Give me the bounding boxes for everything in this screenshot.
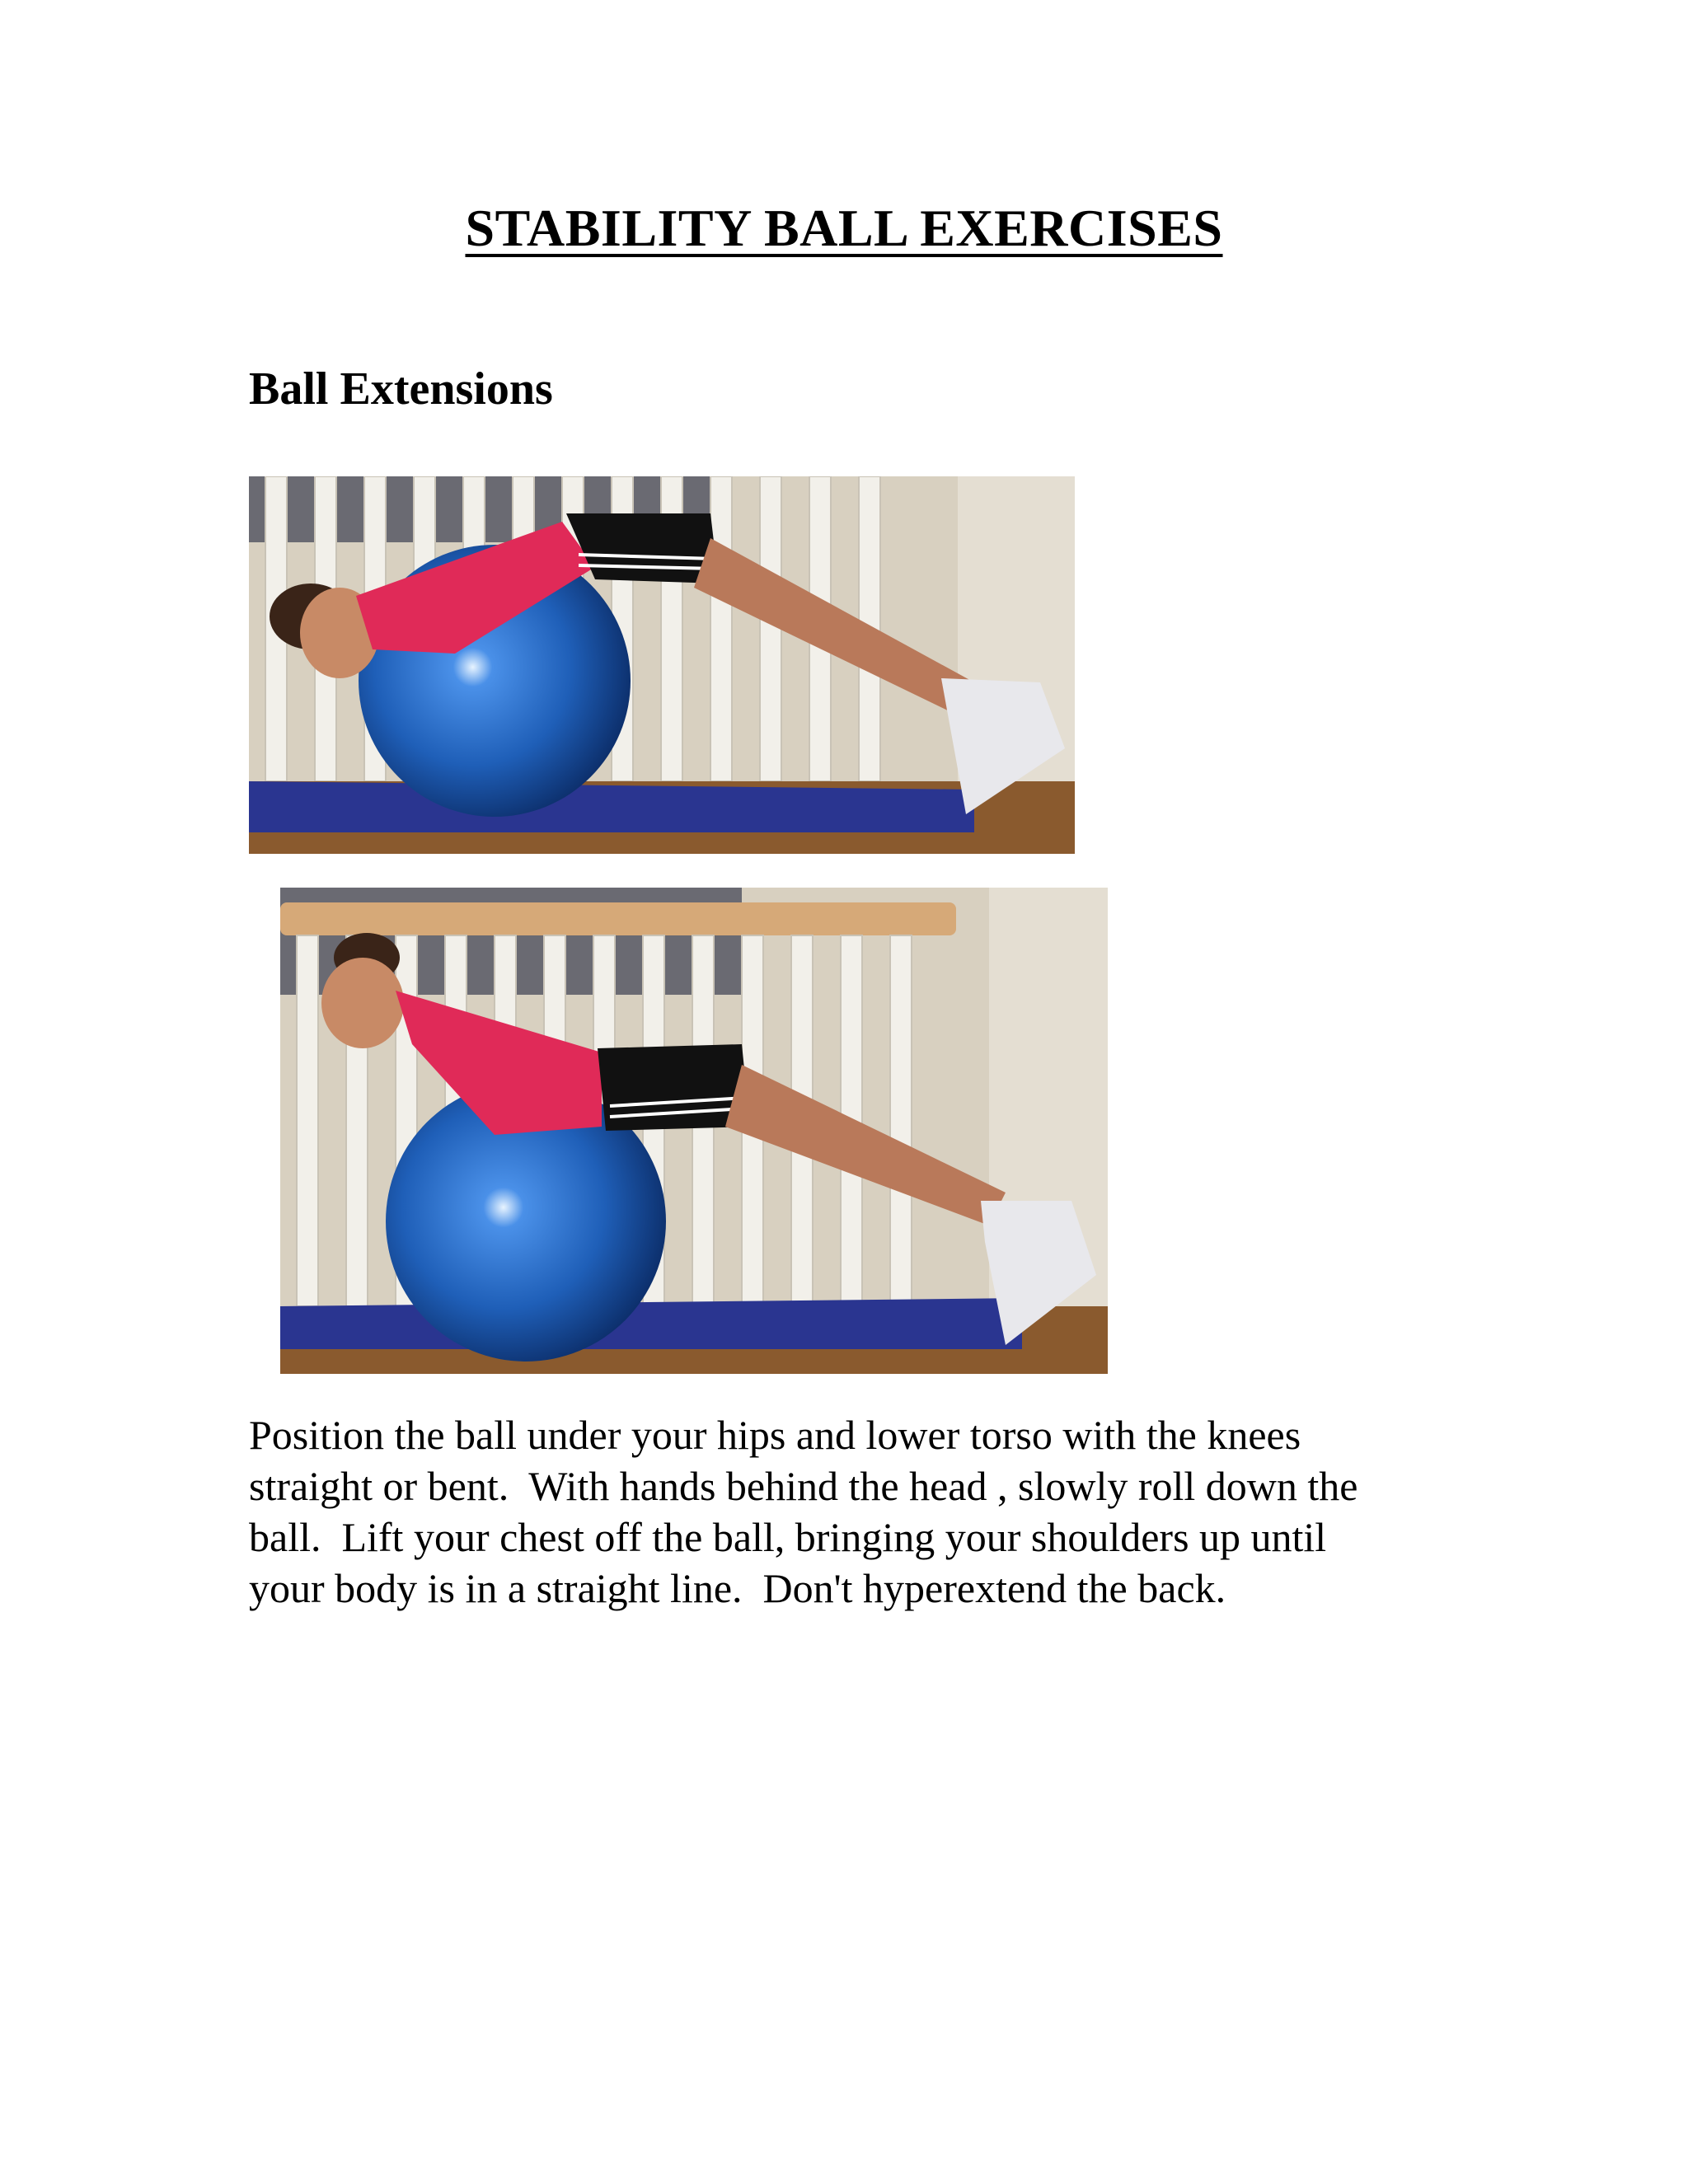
section-heading: Ball Extensions bbox=[249, 363, 553, 415]
description-line: straight or bent. With hands behind the head , slowly roll down the bbox=[249, 1463, 1358, 1509]
page-title: STABILITY BALL EXERCISES bbox=[465, 199, 1223, 257]
description-line: ball. Lift your chest off the ball, bringing your shoulders up until bbox=[249, 1514, 1327, 1560]
exercise-photo-start-position bbox=[249, 476, 1075, 854]
description-line: your body is in a straight line. Don't hyperextend the back. bbox=[249, 1565, 1226, 1611]
exercise-description bbox=[249, 1409, 1485, 1614]
exercise-photo-extended-position bbox=[280, 888, 1108, 1374]
description-line: Position the ball under your hips and lower torso with the knees bbox=[249, 1412, 1301, 1458]
